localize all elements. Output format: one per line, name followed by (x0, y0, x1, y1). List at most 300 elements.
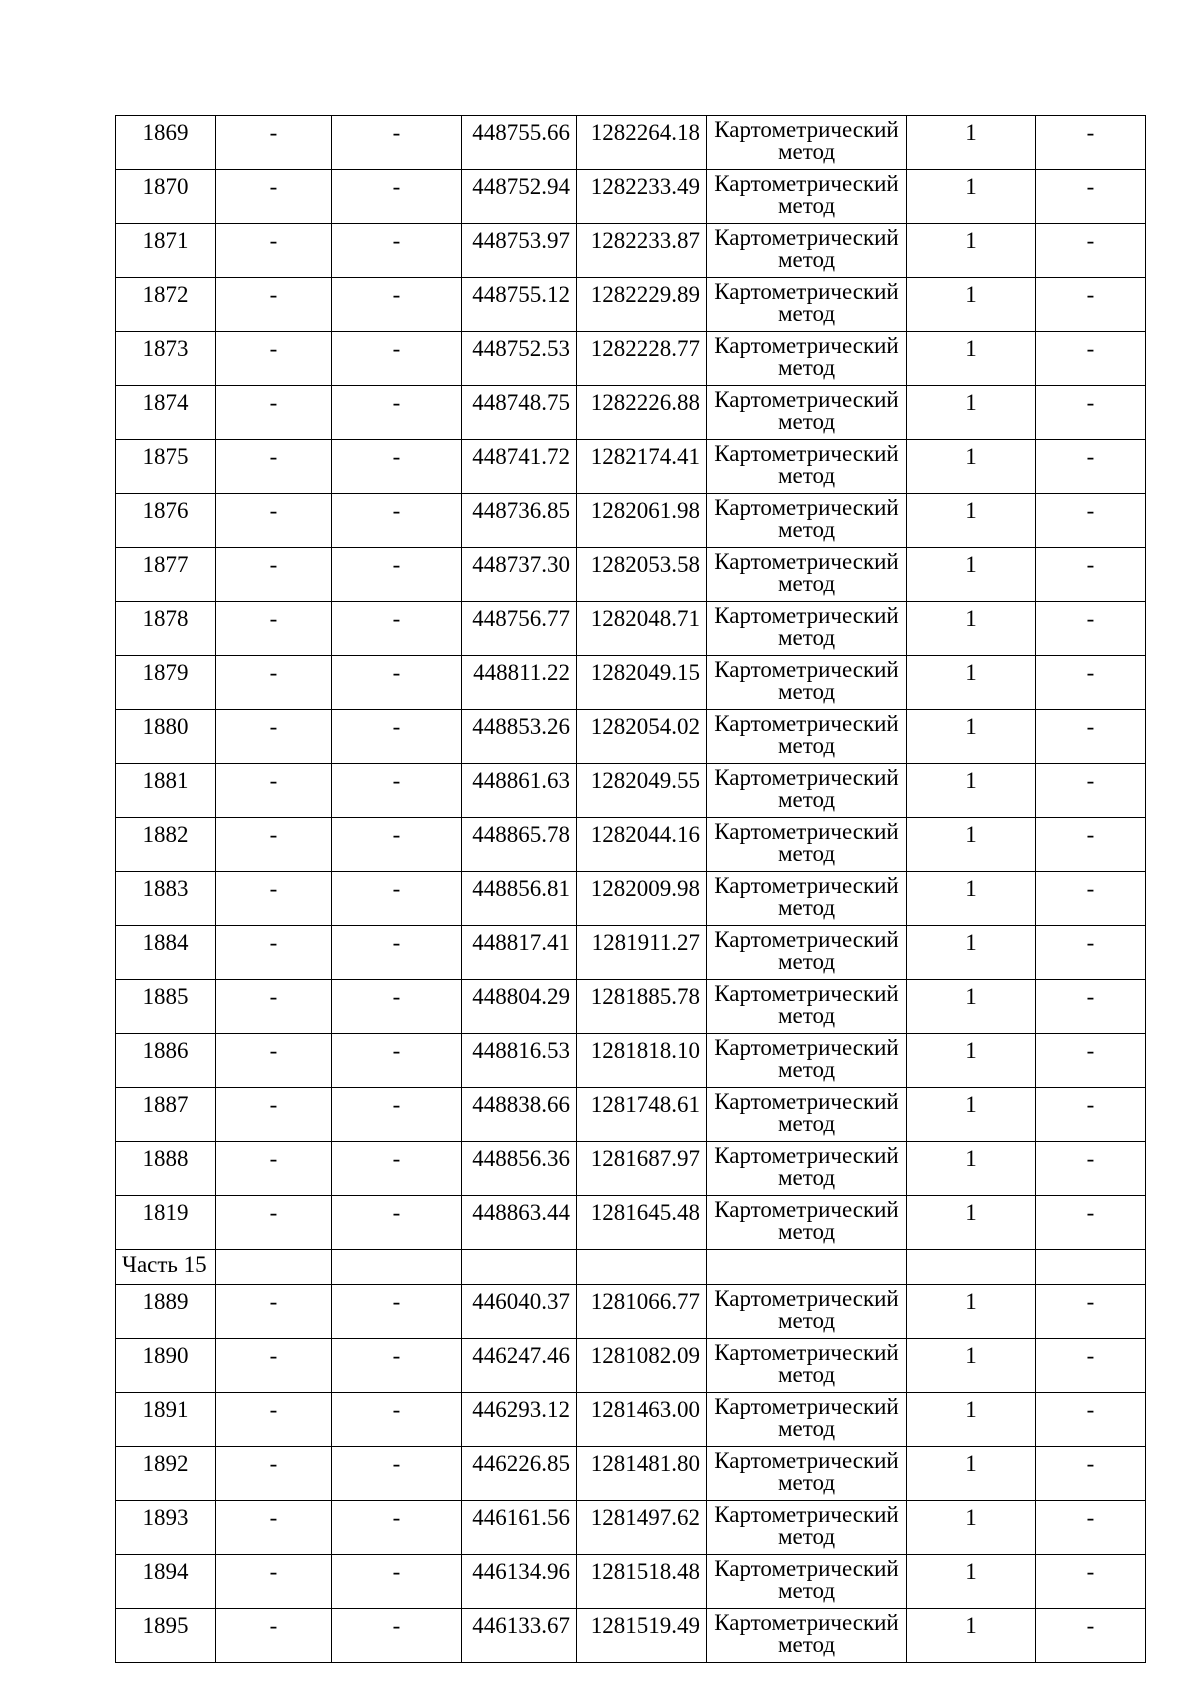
last-column-value: - (1036, 980, 1146, 1034)
y-coordinate: 1281818.10 (577, 1034, 707, 1088)
method-cell (707, 818, 907, 872)
table-row (116, 1339, 1146, 1393)
last-column-value: - (1036, 818, 1146, 872)
method-line-1: Картометрический (714, 1340, 899, 1365)
last-column-value: - (1036, 116, 1146, 170)
accuracy-value: 1 (907, 1196, 1036, 1250)
column-2-value: - (216, 926, 332, 980)
column-3-value: - (332, 1393, 462, 1447)
column-2-value: - (216, 440, 332, 494)
column-3-value: - (332, 332, 462, 386)
point-number: 1878 (116, 602, 216, 656)
method-cell (707, 278, 907, 332)
accuracy-value: 1 (907, 332, 1036, 386)
y-coordinate: 1281463.00 (577, 1393, 707, 1447)
x-coordinate: 446040.37 (462, 1285, 577, 1339)
point-number: 1885 (116, 980, 216, 1034)
section-row (116, 1250, 1146, 1285)
accuracy-value: 1 (907, 980, 1036, 1034)
method-line-1: Картометрический (714, 1143, 899, 1168)
column-2-value: - (216, 1339, 332, 1393)
last-column-value: - (1036, 170, 1146, 224)
method-line-2: метод (777, 1470, 836, 1495)
last-column-value: - (1036, 764, 1146, 818)
column-3-value: - (332, 818, 462, 872)
method-cell (707, 1609, 907, 1663)
method-line-1: Картометрический (714, 981, 899, 1006)
y-coordinate: 1281481.80 (577, 1447, 707, 1501)
method-line-1: Картометрический (714, 225, 899, 250)
rows-after-section (116, 1285, 1146, 1663)
method-cell (707, 710, 907, 764)
column-3-value: - (332, 926, 462, 980)
y-coordinate: 1282229.89 (577, 278, 707, 332)
column-2-value: - (216, 224, 332, 278)
method-cell (707, 116, 907, 170)
y-coordinate: 1281748.61 (577, 1088, 707, 1142)
table-row (116, 1285, 1146, 1339)
table-row (116, 710, 1146, 764)
table-row (116, 656, 1146, 710)
accuracy-value: 1 (907, 926, 1036, 980)
point-number: 1891 (116, 1393, 216, 1447)
method-cell (707, 1555, 907, 1609)
table-row (116, 818, 1146, 872)
method-cell (707, 494, 907, 548)
column-3-value: - (332, 494, 462, 548)
accuracy-value: 1 (907, 1285, 1036, 1339)
method-line-1: Картометрический (714, 819, 899, 844)
method-line-2: метод (777, 301, 836, 326)
method-line-1: Картометрический (714, 1197, 899, 1222)
method-line-1: Картометрический (714, 1394, 899, 1419)
section-header (116, 1250, 1146, 1285)
method-cell (707, 1393, 907, 1447)
last-column-value: - (1036, 1339, 1146, 1393)
y-coordinate: 1282049.15 (577, 656, 707, 710)
last-column-value: - (1036, 440, 1146, 494)
accuracy-value: 1 (907, 710, 1036, 764)
x-coordinate: 446133.67 (462, 1609, 577, 1663)
x-coordinate: 446134.96 (462, 1555, 577, 1609)
y-coordinate: 1282048.71 (577, 602, 707, 656)
column-2-value: - (216, 1196, 332, 1250)
point-number: 1894 (116, 1555, 216, 1609)
method-line-2: метод (777, 1219, 836, 1244)
point-number: 1870 (116, 170, 216, 224)
point-number: 1871 (116, 224, 216, 278)
table-row (116, 926, 1146, 980)
point-number: 1882 (116, 818, 216, 872)
x-coordinate: 448816.53 (462, 1034, 577, 1088)
y-coordinate: 1282174.41 (577, 440, 707, 494)
point-number: 1889 (116, 1285, 216, 1339)
method-cell (707, 1196, 907, 1250)
last-column-value: - (1036, 1501, 1146, 1555)
last-column-value: - (1036, 332, 1146, 386)
method-line-1: Картометрический (714, 1610, 899, 1635)
point-number: 1879 (116, 656, 216, 710)
point-number: 1880 (116, 710, 216, 764)
last-column-value: - (1036, 710, 1146, 764)
column-2-value: - (216, 278, 332, 332)
column-3-value: - (332, 872, 462, 926)
table-row (116, 1088, 1146, 1142)
method-line-2: метод (777, 895, 836, 920)
method-cell (707, 386, 907, 440)
method-line-2: метод (777, 1416, 836, 1441)
y-coordinate: 1282226.88 (577, 386, 707, 440)
x-coordinate: 448753.97 (462, 224, 577, 278)
method-line-1: Картометрический (714, 765, 899, 790)
x-coordinate: 448856.81 (462, 872, 577, 926)
column-3-value: - (332, 1142, 462, 1196)
last-column-value: - (1036, 1555, 1146, 1609)
method-line-2: метод (777, 733, 836, 758)
method-cell (707, 1034, 907, 1088)
method-line-1: Картометрический (714, 279, 899, 304)
point-number: 1819 (116, 1196, 216, 1250)
column-3-value: - (332, 386, 462, 440)
method-line-1: Картометрический (714, 657, 899, 682)
method-line-2: метод (777, 679, 836, 704)
y-coordinate: 1281687.97 (577, 1142, 707, 1196)
y-coordinate: 1282049.55 (577, 764, 707, 818)
empty-cell (707, 1250, 907, 1285)
accuracy-value: 1 (907, 1501, 1036, 1555)
method-cell (707, 602, 907, 656)
column-2-value: - (216, 170, 332, 224)
column-3-value: - (332, 116, 462, 170)
x-coordinate: 448811.22 (462, 656, 577, 710)
column-3-value: - (332, 1609, 462, 1663)
method-cell (707, 980, 907, 1034)
method-line-1: Картометрический (714, 1448, 899, 1473)
accuracy-value: 1 (907, 1447, 1036, 1501)
y-coordinate: 1282053.58 (577, 548, 707, 602)
point-number: 1886 (116, 1034, 216, 1088)
x-coordinate: 446226.85 (462, 1447, 577, 1501)
accuracy-value: 1 (907, 602, 1036, 656)
method-cell (707, 170, 907, 224)
method-line-2: метод (777, 463, 836, 488)
column-3-value: - (332, 548, 462, 602)
last-column-value: - (1036, 1196, 1146, 1250)
last-column-value: - (1036, 1285, 1146, 1339)
x-coordinate: 448838.66 (462, 1088, 577, 1142)
method-line-2: метод (777, 1362, 836, 1387)
point-number: 1892 (116, 1447, 216, 1501)
table-row (116, 440, 1146, 494)
column-3-value: - (332, 278, 462, 332)
table-row (116, 170, 1146, 224)
method-line-2: метод (777, 139, 836, 164)
column-3-value: - (332, 1196, 462, 1250)
y-coordinate: 1282061.98 (577, 494, 707, 548)
column-3-value: - (332, 602, 462, 656)
x-coordinate: 448755.66 (462, 116, 577, 170)
point-number: 1869 (116, 116, 216, 170)
method-cell (707, 1142, 907, 1196)
column-2-value: - (216, 656, 332, 710)
method-line-2: метод (777, 625, 836, 650)
method-line-2: метод (777, 1165, 836, 1190)
table-row (116, 116, 1146, 170)
method-line-1: Картометрический (714, 1502, 899, 1527)
method-line-1: Картометрический (714, 387, 899, 412)
x-coordinate: 448748.75 (462, 386, 577, 440)
method-cell (707, 224, 907, 278)
method-line-1: Картометрический (714, 549, 899, 574)
accuracy-value: 1 (907, 116, 1036, 170)
point-number: 1890 (116, 1339, 216, 1393)
method-line-1: Картометрический (714, 117, 899, 142)
method-line-1: Картометрический (714, 441, 899, 466)
method-cell (707, 440, 907, 494)
last-column-value: - (1036, 386, 1146, 440)
x-coordinate: 446293.12 (462, 1393, 577, 1447)
method-cell (707, 1447, 907, 1501)
accuracy-value: 1 (907, 1034, 1036, 1088)
table-row (116, 872, 1146, 926)
accuracy-value: 1 (907, 278, 1036, 332)
point-number: 1872 (116, 278, 216, 332)
accuracy-value: 1 (907, 170, 1036, 224)
method-line-2: метод (777, 517, 836, 542)
column-3-value: - (332, 1447, 462, 1501)
accuracy-value: 1 (907, 548, 1036, 602)
method-cell (707, 1501, 907, 1555)
column-3-value: - (332, 1088, 462, 1142)
empty-cell (1036, 1250, 1146, 1285)
column-2-value: - (216, 1609, 332, 1663)
last-column-value: - (1036, 548, 1146, 602)
accuracy-value: 1 (907, 440, 1036, 494)
last-column-value: - (1036, 1609, 1146, 1663)
coordinates-table (115, 115, 1146, 1663)
last-column-value: - (1036, 872, 1146, 926)
method-cell (707, 872, 907, 926)
column-3-value: - (332, 1501, 462, 1555)
x-coordinate: 448737.30 (462, 548, 577, 602)
method-line-1: Картометрический (714, 1035, 899, 1060)
x-coordinate: 448752.53 (462, 332, 577, 386)
accuracy-value: 1 (907, 224, 1036, 278)
accuracy-value: 1 (907, 386, 1036, 440)
column-2-value: - (216, 818, 332, 872)
column-2-value: - (216, 1393, 332, 1447)
method-line-2: метод (777, 1111, 836, 1136)
last-column-value: - (1036, 656, 1146, 710)
y-coordinate: 1282264.18 (577, 116, 707, 170)
table-row (116, 1142, 1146, 1196)
column-2-value: - (216, 710, 332, 764)
last-column-value: - (1036, 224, 1146, 278)
column-2-value: - (216, 1142, 332, 1196)
accuracy-value: 1 (907, 764, 1036, 818)
method-line-2: метод (777, 1308, 836, 1333)
column-2-value: - (216, 1034, 332, 1088)
point-number: 1881 (116, 764, 216, 818)
table-row (116, 1034, 1146, 1088)
column-3-value: - (332, 170, 462, 224)
x-coordinate: 448736.85 (462, 494, 577, 548)
last-column-value: - (1036, 1088, 1146, 1142)
y-coordinate: 1282009.98 (577, 872, 707, 926)
method-line-1: Картометрический (714, 1089, 899, 1114)
column-2-value: - (216, 764, 332, 818)
method-line-1: Картометрический (714, 171, 899, 196)
y-coordinate: 1282228.77 (577, 332, 707, 386)
last-column-value: - (1036, 494, 1146, 548)
y-coordinate: 1282233.87 (577, 224, 707, 278)
method-line-2: метод (777, 193, 836, 218)
x-coordinate: 448861.63 (462, 764, 577, 818)
empty-cell (907, 1250, 1036, 1285)
method-line-1: Картометрический (714, 873, 899, 898)
last-column-value: - (1036, 926, 1146, 980)
y-coordinate: 1281066.77 (577, 1285, 707, 1339)
x-coordinate: 448856.36 (462, 1142, 577, 1196)
accuracy-value: 1 (907, 1393, 1036, 1447)
y-coordinate: 1281497.62 (577, 1501, 707, 1555)
y-coordinate: 1281645.48 (577, 1196, 707, 1250)
accuracy-value: 1 (907, 656, 1036, 710)
method-line-1: Картометрический (714, 333, 899, 358)
x-coordinate: 448755.12 (462, 278, 577, 332)
y-coordinate: 1282044.16 (577, 818, 707, 872)
y-coordinate: 1282054.02 (577, 710, 707, 764)
table-row (116, 1447, 1146, 1501)
column-3-value: - (332, 1555, 462, 1609)
column-3-value: - (332, 710, 462, 764)
y-coordinate: 1281518.48 (577, 1555, 707, 1609)
method-line-2: метод (777, 1632, 836, 1657)
x-coordinate: 446247.46 (462, 1339, 577, 1393)
table-row (116, 548, 1146, 602)
table-row (116, 494, 1146, 548)
accuracy-value: 1 (907, 494, 1036, 548)
method-line-2: метод (777, 355, 836, 380)
column-2-value: - (216, 116, 332, 170)
last-column-value: - (1036, 278, 1146, 332)
x-coordinate: 448863.44 (462, 1196, 577, 1250)
column-2-value: - (216, 494, 332, 548)
method-cell (707, 332, 907, 386)
empty-cell (332, 1250, 462, 1285)
method-line-2: метод (777, 949, 836, 974)
y-coordinate: 1281082.09 (577, 1339, 707, 1393)
last-column-value: - (1036, 1447, 1146, 1501)
method-line-2: метод (777, 1578, 836, 1603)
column-3-value: - (332, 764, 462, 818)
table-row (116, 1609, 1146, 1663)
accuracy-value: 1 (907, 1555, 1036, 1609)
method-cell (707, 656, 907, 710)
column-2-value: - (216, 1285, 332, 1339)
table-row (116, 332, 1146, 386)
column-2-value: - (216, 602, 332, 656)
table-row (116, 602, 1146, 656)
method-line-2: метод (777, 247, 836, 272)
point-number: 1873 (116, 332, 216, 386)
x-coordinate: 448741.72 (462, 440, 577, 494)
x-coordinate: 448853.26 (462, 710, 577, 764)
point-number: 1883 (116, 872, 216, 926)
x-coordinate: 448865.78 (462, 818, 577, 872)
method-line-1: Картометрический (714, 711, 899, 736)
point-number: 1876 (116, 494, 216, 548)
method-cell (707, 1339, 907, 1393)
method-line-2: метод (777, 841, 836, 866)
table-row (116, 278, 1146, 332)
accuracy-value: 1 (907, 1088, 1036, 1142)
accuracy-value: 1 (907, 818, 1036, 872)
point-number: 1877 (116, 548, 216, 602)
column-2-value: - (216, 1447, 332, 1501)
column-2-value: - (216, 332, 332, 386)
method-line-1: Картометрический (714, 495, 899, 520)
x-coordinate: 448817.41 (462, 926, 577, 980)
point-number: 1874 (116, 386, 216, 440)
point-number: 1875 (116, 440, 216, 494)
column-3-value: - (332, 980, 462, 1034)
table-row (116, 1393, 1146, 1447)
rows-before-section (116, 116, 1146, 1250)
table-row (116, 980, 1146, 1034)
empty-cell (216, 1250, 332, 1285)
column-3-value: - (332, 1339, 462, 1393)
accuracy-value: 1 (907, 1339, 1036, 1393)
method-cell (707, 1088, 907, 1142)
x-coordinate: 448756.77 (462, 602, 577, 656)
method-cell (707, 1285, 907, 1339)
column-2-value: - (216, 1501, 332, 1555)
method-line-1: Картометрический (714, 1556, 899, 1581)
table-row (116, 1555, 1146, 1609)
column-2-value: - (216, 548, 332, 602)
column-3-value: - (332, 224, 462, 278)
column-2-value: - (216, 980, 332, 1034)
last-column-value: - (1036, 1393, 1146, 1447)
column-2-value: - (216, 1088, 332, 1142)
x-coordinate: 448804.29 (462, 980, 577, 1034)
y-coordinate: 1281519.49 (577, 1609, 707, 1663)
method-cell (707, 926, 907, 980)
column-3-value: - (332, 1285, 462, 1339)
method-line-1: Картометрический (714, 1286, 899, 1311)
method-line-1: Картометрический (714, 603, 899, 628)
y-coordinate: 1282233.49 (577, 170, 707, 224)
empty-cell (577, 1250, 707, 1285)
table-row (116, 764, 1146, 818)
last-column-value: - (1036, 1034, 1146, 1088)
x-coordinate: 446161.56 (462, 1501, 577, 1555)
y-coordinate: 1281911.27 (577, 926, 707, 980)
method-line-2: метод (777, 409, 836, 434)
point-number: 1884 (116, 926, 216, 980)
method-line-2: метод (777, 1057, 836, 1082)
method-line-2: метод (777, 571, 836, 596)
point-number: 1893 (116, 1501, 216, 1555)
table-row (116, 224, 1146, 278)
method-line-1: Картометрический (714, 927, 899, 952)
last-column-value: - (1036, 1142, 1146, 1196)
accuracy-value: 1 (907, 1142, 1036, 1196)
column-2-value: - (216, 872, 332, 926)
empty-cell (462, 1250, 577, 1285)
column-2-value: - (216, 386, 332, 440)
